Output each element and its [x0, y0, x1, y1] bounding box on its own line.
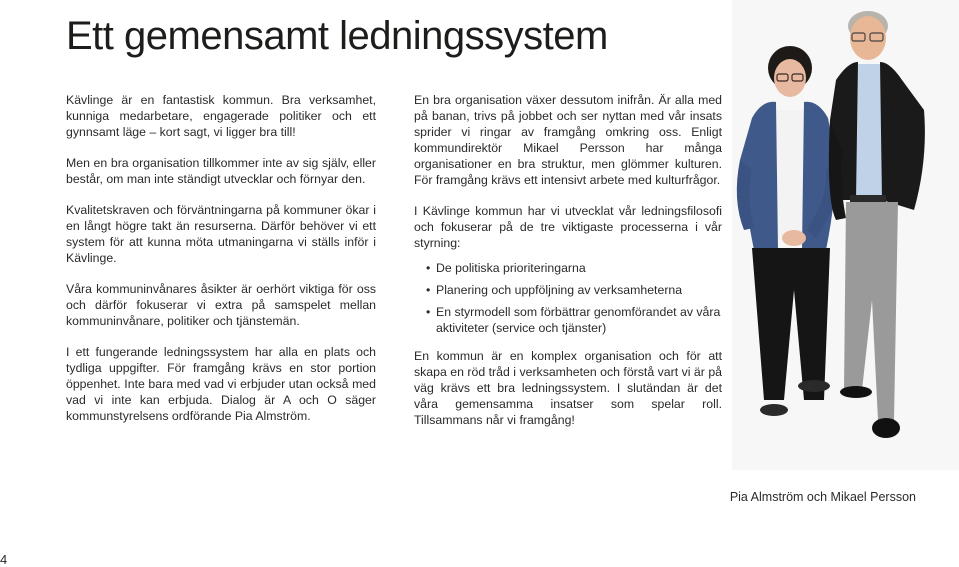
list-item	[414, 304, 722, 336]
list-item-text: En styrmodell som förbättrar genomförandet av våra aktiviteter (service och tjänster)	[436, 305, 721, 335]
bullet-icon: •	[426, 261, 431, 275]
woman-figure	[737, 46, 838, 416]
page-title: Ett gemensamt ledningssystem	[66, 14, 608, 58]
photo-caption: Pia Almström och Mikael Persson	[729, 490, 916, 504]
list-item	[414, 260, 722, 276]
paragraph: Men en bra organisation tillkommer inte av sig själv, eller består, om man inte ständigt utvecklar och förnyar den.	[66, 156, 376, 186]
bullet-icon: •	[426, 305, 431, 319]
page-number: 4	[0, 552, 8, 567]
people-illustration	[732, 0, 959, 470]
man-figure	[829, 11, 925, 438]
paragraph: I ett fungerande ledningssystem har alla en plats och tydliga uppgifter. För framgång krävs en stor portion öppenhet. Inte bara med vad vi erbjuder utan också med vad vi inte kan erbjuda. Dialog är A och O säger kommunstyrelsens ordförande Pia Almström.	[66, 345, 376, 423]
left-text-column	[66, 92, 376, 439]
paragraph: En kommun är en komplex organisation och för att skapa en röd tråd i verksamheten och förstå vart vi är på väg krävs ett bra ledningssystem. I slutändan är det våra gemensamma insatser som spelar roll. Tillsammans når vi framgång!	[414, 349, 722, 427]
bullet-list	[414, 260, 722, 336]
list-item-text: Planering och uppföljning av verksamheterna	[436, 283, 683, 297]
list-item	[414, 282, 722, 298]
paragraph: Kvalitetskraven och förväntningarna på kommuner ökar i en långt högre takt än resurserna. Därför behöver vi ett system för att kunna möta utmaningarna vi ställs inför i Kävlinge.	[66, 203, 376, 265]
bullet-icon: •	[426, 283, 431, 297]
portrait-photo	[732, 0, 959, 470]
list-item-text: De politiska prioriteringarna	[436, 261, 586, 275]
paragraph: Kävlinge är en fantastisk kommun. Bra verksamhet, kunniga medarbetare, engagerade politiker och ett gynnsamt läge – kort sagt, vi ligger bra till!	[66, 93, 376, 139]
paragraph: Våra kommuninvånares åsikter är oerhört viktiga för oss och därför fokuserar vi extra på samspelet mellan kommuninvånare, politiker och tjänstemän.	[66, 282, 376, 328]
paragraph: En bra organisation växer dessutom inifrån. Är alla med på banan, trivs på jobbet och ser nyttan med vår insats sprider vi ringar av framgång omkring oss. Enligt kommundirektör Mikael Persson har många organisationer en bra struktur, men glömmer kulturen. För framgång krävs ett intensivt arbete med kulturfrågor.	[414, 93, 722, 187]
paragraph: I Kävlinge kommun har vi utvecklat vår ledningsfilosofi och fokuserar på de tre viktigaste processerna i vår styrning:	[414, 204, 722, 250]
middle-text-column	[414, 92, 722, 443]
